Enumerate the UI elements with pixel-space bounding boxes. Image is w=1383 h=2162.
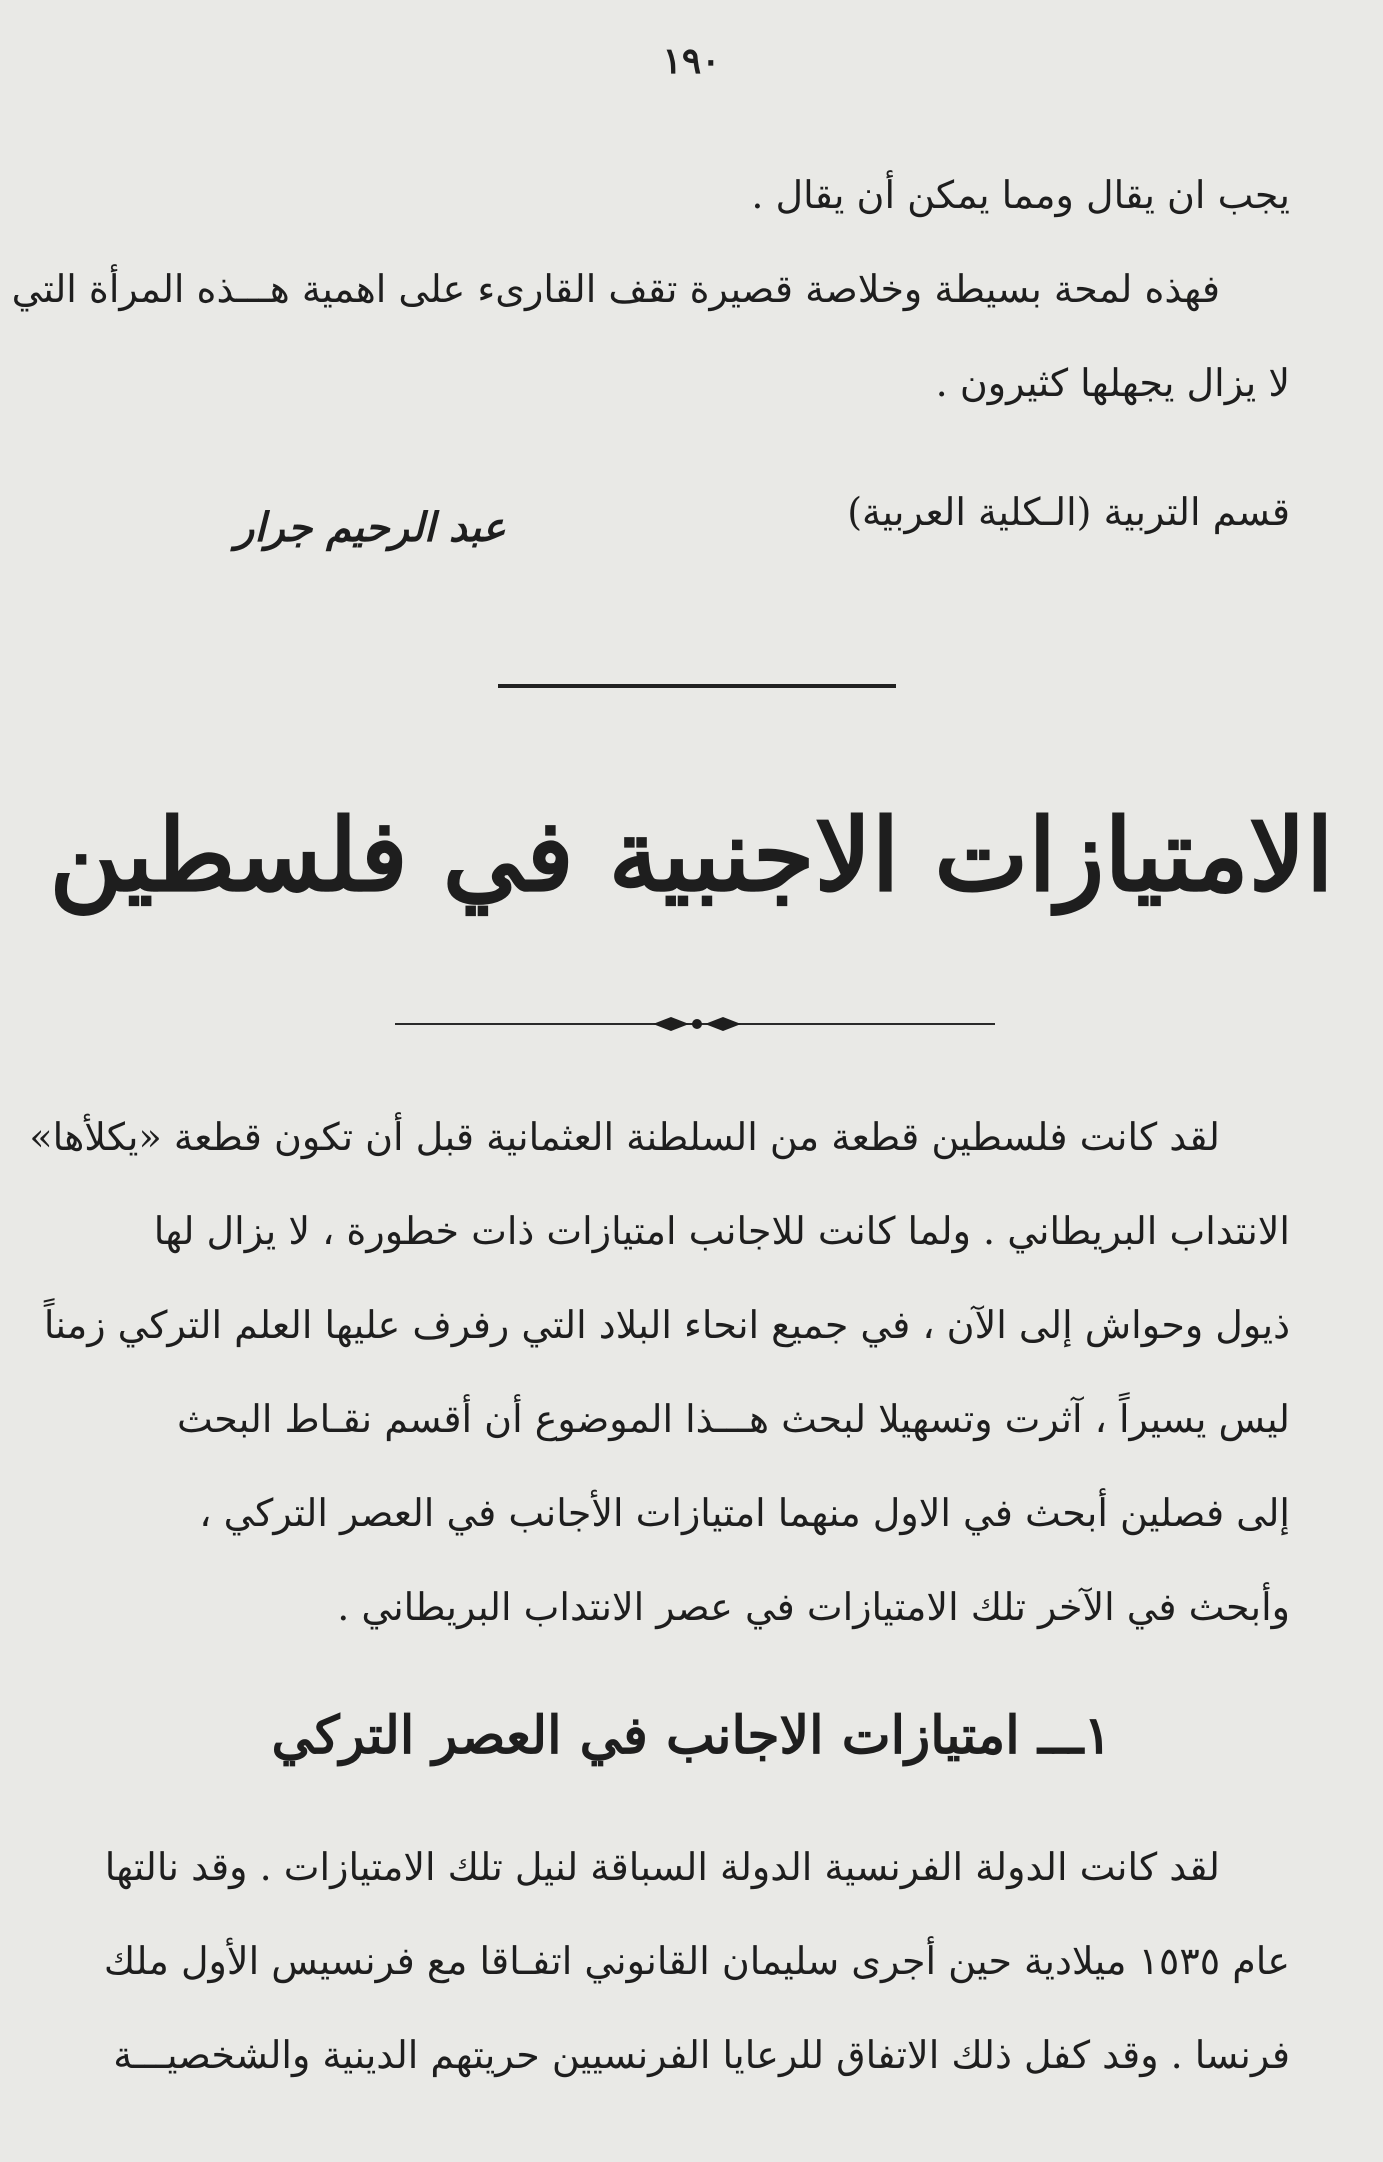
signature-row [95,490,1290,560]
paragraph-line: عام ١٥٣٥ ميلادية حين أجرى سليمان القانوني اتفـاقا مع فرنسيس الأول ملك [103,1939,1290,1983]
signature-author: عبد الرحيم جرار [235,504,506,551]
page-number: ١٩٠ [662,40,721,82]
paragraph-line: ذيول وحواش إلى الآن ، في جميع انحاء البلاد التي رفرف عليها العلم التركي زمناً [43,1303,1290,1347]
intro-line: فهذه لمحة بسيطة وخلاصة قصيرة تقف القارىء على اهمية هـــذه المرأة التي [11,267,1220,311]
paragraph-line: وأبحث في الآخر تلك الامتيازات في عصر الانتداب البريطاني . [337,1585,1290,1629]
paragraph-line: إلى فصلين أبحث في الاول منهما امتيازات الأجانب في العصر التركي ، [199,1491,1290,1535]
intro-paragraph [11,148,1290,430]
title-ornament [395,1012,995,1036]
intro-line: يجب ان يقال ومما يمكن أن يقال . [751,173,1290,217]
intro-line: لا يزال يجهلها كثيرون . [935,361,1290,405]
article-paragraph-2 [95,1820,1290,2102]
signature-department: قسم التربية (الـكلية العربية) [847,490,1290,534]
paragraph-line: الانتداب البريطاني . ولما كانت للاجانب امتيازات ذات خطورة ، لا يزال لها [153,1209,1290,1253]
article-title: الامتيازات الاجنبية في فلسطين [49,796,1334,914]
paragraph-line: لقد كانت فلسطين قطعة من السلطنة العثمانية قبل أن تكون قطعة «يكلأها» [29,1115,1220,1159]
paragraph-line: ليس يسيراً ، آثرت وتسهيلا لبحث هـــذا الموضوع أن أقسم نقـاط البحث [176,1397,1290,1441]
paragraph-line: فرنسا . وقد كفل ذلك الاتفاق للرعايا الفرنسيين حريتهم الدينية والشخصيـــة [113,2033,1290,2077]
article-paragraph-1 [29,1090,1290,1654]
section-divider [498,684,896,688]
section-heading: ١ـــ امتيازات الاجانب في العصر التركي [271,1705,1112,1766]
paragraph-line: لقد كانت الدولة الفرنسية الدولة السباقة لنيل تلك الامتيازات . وقد نالتها [104,1845,1220,1889]
